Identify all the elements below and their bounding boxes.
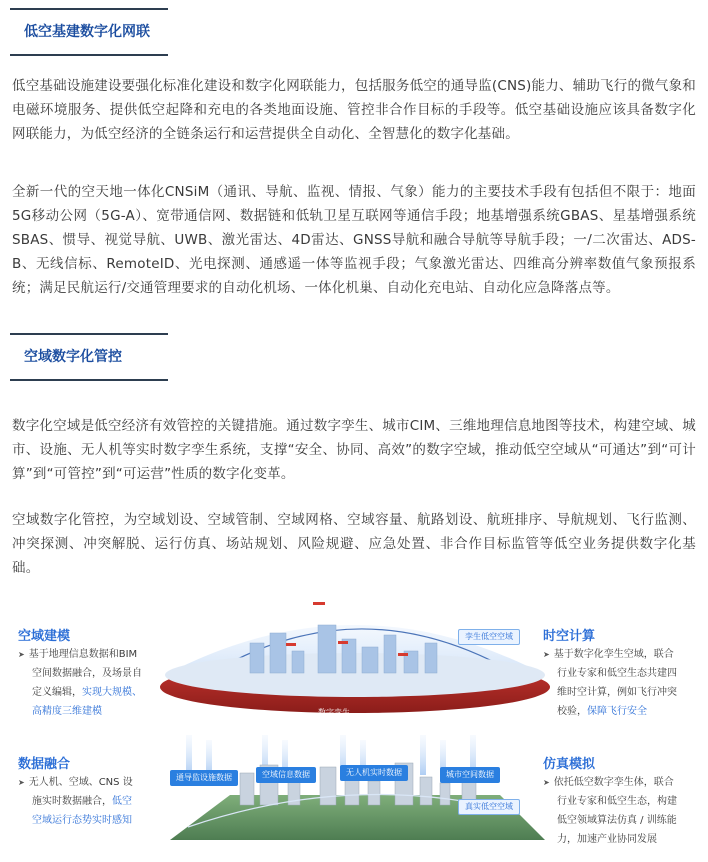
paragraph: 低空基础设施建设要强化标准化建设和数字化网联能力，包括服务低空的通导监(CNS)能力、辅助飞行的微气象和电磁环境服务、提供低空起降和充电的各类地面设施、管控非合作目标的手段等。低空基础设施应该具备数字化网联能力，为低空经济的全链条运行和运营提供全自动化、全智慧化的数字化基础。 (12, 78, 696, 142)
card-line: 空间数据融合，及场景自 (32, 668, 142, 679)
section-title: 低空基建数字化网联 (24, 24, 150, 40)
card-title-computing: 时空计算 (543, 629, 596, 644)
chevron-right-icon: ➤ (543, 650, 550, 659)
twin-label: 数字孪生 (318, 708, 350, 717)
paragraph: 全新一代的空天地一体化CNSiM（通讯、导航、监视、情报、气象）能力的主要技术手段有包括但不限于：地面5G移动公网（5G-A）、宽带通信网、数据链和低轨卫星互联网等通信手段；地基增强系统GBAS、星基增强系统SBAS、惯导、视觉导航、UWB、激光雷达、4D雷达、GNSS导航和融合导航等导航手段；一/二次雷达、ADS-B、无线信标、RemoteID、光电探测、通感遥一体等监视手段；气象激光雷达、四维高分辨率数值气象预报系统；满足民航运行/交通管理要求的自动化机场、一体化机巢、自动化充电站、自动化应急降落点等。 (12, 184, 696, 296)
real-airspace-tag: 真实低空空域 (458, 799, 520, 815)
card-highlight: 低空 (112, 796, 132, 807)
tag-airspace-data: 空域信息数据 (256, 767, 316, 783)
section-title: 空域数字化管控 (24, 349, 122, 365)
chevron-right-icon: ➤ (18, 650, 25, 659)
card-highlight: 实现大规模、 (82, 687, 142, 698)
card-line: 依托低空数字孪生体，联合 (553, 777, 674, 788)
tag-drone-data: 无人机实时数据 (340, 765, 408, 781)
chevron-right-icon: ➤ (543, 778, 550, 787)
card-highlight: 保障飞行安全 (587, 706, 647, 717)
card-line: 低空领域算法仿真 / 训练能 (557, 815, 677, 826)
card-line: 定义编辑， (32, 687, 82, 698)
card-modeling (18, 645, 178, 721)
card-line: 维时空计算，例如飞行冲突 (557, 687, 677, 698)
twin-airspace-tag: 孪生低空空域 (458, 629, 520, 645)
card-line: 行业专家和低空生态共建四 (557, 668, 677, 679)
divider (10, 54, 168, 56)
card-line: 基于地理信息数据和BIM (28, 649, 138, 660)
card-title-fusion: 数据融合 (18, 757, 71, 772)
card-line: 基于数字化孪生空域，联合 (553, 649, 674, 660)
card-simulation (543, 773, 703, 849)
tag-city-data: 城市空间数据 (440, 767, 500, 783)
divider (10, 379, 168, 381)
card-line: 校验， (557, 706, 587, 717)
digital-twin-figure (0, 595, 708, 862)
section-header-airspace (10, 333, 168, 381)
chevron-right-icon: ➤ (18, 778, 25, 787)
paragraph: 数字化空域是低空经济有效管控的关键措施。通过数字孪生、城市CIM、三维地理信息地图等技术，构建空域、城市、设施、无人机等实时数字孪生系统，支撑“安全、协同、高效”的数字空域，推动低空空域从“可通达”到“可计算”到“可管控”到“可运营”性质的数字化变革。 (12, 418, 696, 482)
card-line: 无人机、空域、CNS 设 (28, 777, 133, 788)
card-title-simulation: 仿真模拟 (543, 757, 596, 772)
card-line: 力，加速产业协同发展 (557, 834, 657, 845)
section-header-infrastructure (10, 8, 168, 56)
card-fusion (18, 773, 168, 830)
card-computing (543, 645, 703, 721)
tag-cns-data: 通导监设施数据 (170, 770, 238, 786)
paragraph: 空域数字化管控，为空域划设、空域管制、空域网格、空域容量、航路划设、航班排序、导航规划、飞行监测、冲突探测、冲突解脱、运行仿真、场站规划、风险规避、应急处置、非合作目标监管等低空业务提供数字化基础。 (12, 512, 696, 576)
card-title-modeling: 空域建模 (18, 629, 71, 644)
card-line: 行业专家和低空生态，构建 (557, 796, 677, 807)
card-line: 施实时数据融合， (32, 796, 112, 807)
card-highlight: 高精度三维建模 (32, 706, 102, 717)
card-highlight: 空域运行态势实时感知 (32, 815, 132, 826)
